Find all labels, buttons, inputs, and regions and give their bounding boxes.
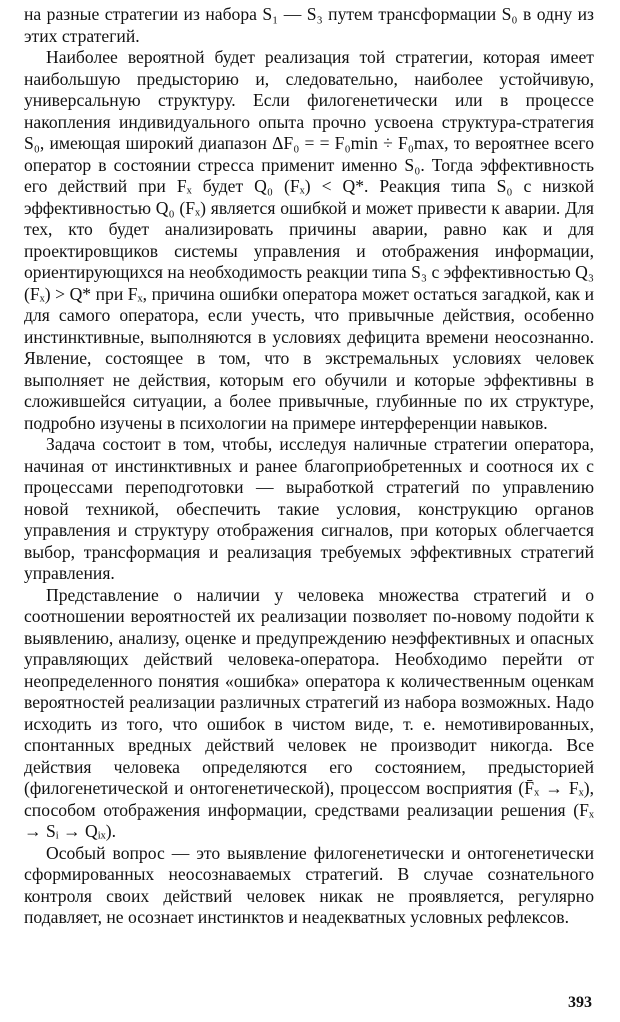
paragraph-special-question: Особый вопрос — это выявление филогенетически и онтогенетически сформированных неосознаваемых стратегий. В случае сознательного контроля своих действий человек никак не проявляется, регулярно подавляет, не осознает инстинктов и неадекватных условных рефлексов. bbox=[24, 842, 594, 927]
paragraph-strategy-set: Представление о наличии у человека множества стратегий и о соотношении вероятностей их реализации позволяет по-новому подойти к выявлению, анализу, оценке и предупреждению неэффективных и опасных управляющих действий человека-оператора. Необходимо перейти от неопределенного понятия «ошибка» оператора к количественным оценкам вероятностей реализации различных стратегий из набора возможных. Надо исходить из того, что ошибок в чистом виде, т. е. немотивированных, спонтанных вредных действий человек не производит никогда. Все действия человека определяются его состоянием, предысторией (филогенетической и онтогенетической), процессом восприятия (F̄ₓ → Fₓ), способом отображения информации, средствами реализации решения (Fₓ → Sᵢ → Qᵢₓ). bbox=[24, 584, 594, 841]
paragraph-strategy-reliability: Наиболее вероятной будет реализация той стратегии, которая имеет наибольшую предысторию и, следовательно, наиболее устойчивую, универсальную структуру. Если филогенетически или в процессе накопления индивидуального опыта прочно усвоена структура-стратегия S₀, имеющая широкий диапазон ΔF₀ = = F₀min ÷ F₀max, то вероятнее всего оператор в состоянии стресса применит именно S₀. Тогда эффективность его действий при Fₓ будет Q₀ (Fₓ) < Q*. Реакция типа S₀ с низкой эффективностью Q₀ (Fₓ) является ошибкой и может привести к аварии. Для тех, кто будет анализировать причины аварии, равно как и для проектировщиков системы управления и отображения информации, ориентирующихся на необходимость реакции типа S₃ с эффективностью Q₃ (Fₓ) > Q* при Fₓ, причина ошибки оператора может остаться загадкой, как и для самого оператора, если учесть, что привычные действия, особенно инстинктивные, выполняются в условиях дефицита времени неосознанно. Явление, состоящее в том, что в экстремальных условиях человек выполняет не действия, которым его обучили и которые эффективны в сложившейся ситуации, а более привычные, глубинные по их структуре, подробно изучены в психологии на примере интерференции навыков. bbox=[24, 47, 594, 433]
paragraph-task: Задача состоит в том, чтобы, исследуя наличные стратегии оператора, начиная от инстинктивных и ранее благоприобретенных и соотнося их с процессами переподготовки — выработкой стратегий по управлению новой техникой, обеспечить такие условия, конструкцию органов управления и структуру отображения сигналов, при которых облегчается выбор, трансформация и реализация требуемых эффективных стратегий управления. bbox=[24, 434, 594, 583]
page-number: 393 bbox=[568, 994, 592, 1011]
paragraph-continuation: на разные стратегии из набора S₁ — S₃ путем трансформации S₀ в одну из этих стратегий. bbox=[24, 4, 594, 46]
